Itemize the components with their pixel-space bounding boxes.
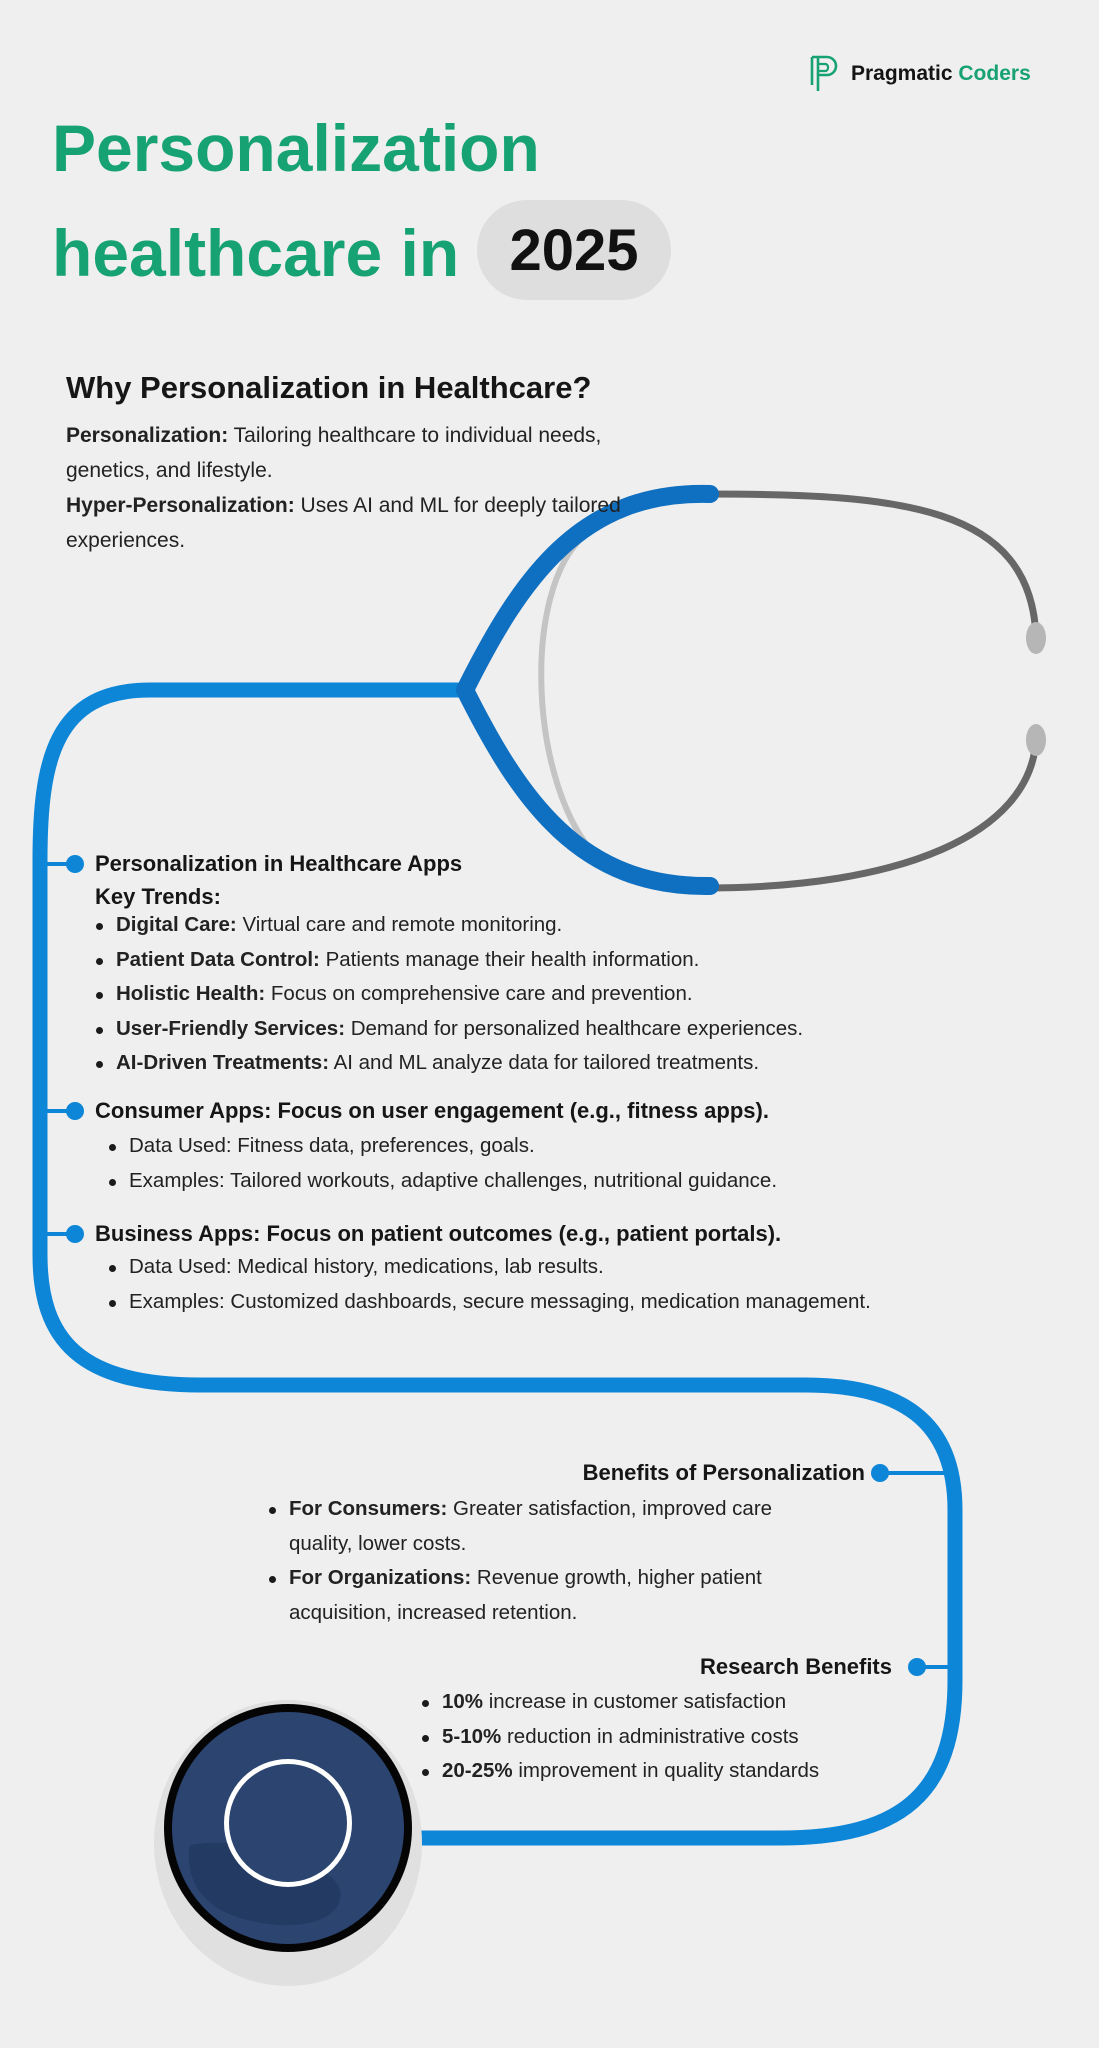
benefits-heading: Benefits of Personalization [582, 1460, 865, 1485]
apps-heading: Personalization in Healthcare Apps [95, 851, 463, 876]
list-item: Data Used: Fitness data, preferences, goals. [109, 1129, 777, 1164]
business-apps-heading: Business Apps: Focus on patient outcomes (e.g., patient portals). [95, 1221, 782, 1246]
research-heading: Research Benefits [700, 1654, 892, 1679]
stethoscope-chestpiece [154, 1700, 422, 1986]
why-heading: Why Personalization in Healthcare? [66, 370, 592, 405]
consumer-apps-heading: Consumer Apps: Focus on user engagement (e.g., fitness apps). [95, 1098, 769, 1123]
list-item: 10% increase in customer satisfaction [422, 1685, 819, 1720]
consumer-connector-dot [66, 1102, 84, 1120]
benefits-list [269, 1492, 829, 1630]
research-list [422, 1685, 819, 1789]
list-item: For Consumers: Greater satisfaction, improved care quality, lower costs. [269, 1492, 829, 1561]
list-item: Examples: Tailored workouts, adaptive challenges, nutritional guidance. [109, 1164, 777, 1199]
ear-tip-lower [1026, 724, 1046, 756]
business-connector-dot [66, 1225, 84, 1243]
list-item: Digital Care: Virtual care and remote monitoring. [96, 908, 803, 943]
definition-personalization: Personalization: Tailoring healthcare to individual needs, genetics, and lifestyle. [66, 424, 602, 482]
page-title-line2: healthcare in [52, 216, 460, 290]
list-item: 5-10% reduction in administrative costs [422, 1720, 819, 1755]
list-item: Examples: Customized dashboards, secure messaging, medication management. [109, 1285, 871, 1320]
definition-hyper-personalization: Hyper-Personalization: Uses AI and ML for deeply tailored experiences. [66, 494, 621, 552]
key-trends-list [96, 908, 803, 1081]
list-item: Data Used: Medical history, medications, lab results. [109, 1250, 871, 1285]
stethoscope-ear-tube-upper [705, 494, 1036, 636]
ear-tip-upper [1026, 622, 1046, 654]
year-badge: 2025 [477, 200, 671, 300]
benefits-connector-dot [871, 1464, 889, 1482]
intro-definitions [66, 418, 626, 558]
list-item: Holistic Health: Focus on comprehensive care and prevention. [96, 977, 803, 1012]
brand [809, 54, 1031, 94]
list-item: AI-Driven Treatments: AI and ML analyze data for tailored treatments. [96, 1046, 803, 1081]
page-title-line1: Personalization [52, 111, 540, 185]
apps-connector-dot [66, 855, 84, 873]
pragmatic-coders-logo-icon [809, 54, 841, 94]
list-item: Patient Data Control: Patients manage their health information. [96, 943, 803, 978]
brand-name: Pragmatic Coders [851, 62, 1031, 85]
consumer-apps-list [109, 1129, 777, 1198]
list-item: User-Friendly Services: Demand for personalized healthcare experiences. [96, 1012, 803, 1047]
research-connector-dot [908, 1658, 926, 1676]
stethoscope-ear-tube-lower [705, 740, 1036, 888]
key-trends-heading: Key Trends: [95, 884, 221, 909]
business-apps-list [109, 1250, 871, 1319]
stethoscope-binaural-lower [465, 690, 710, 886]
list-item: 20-25% improvement in quality standards [422, 1754, 819, 1789]
list-item: For Organizations: Revenue growth, higher patient acquisition, increased retention. [269, 1561, 829, 1630]
